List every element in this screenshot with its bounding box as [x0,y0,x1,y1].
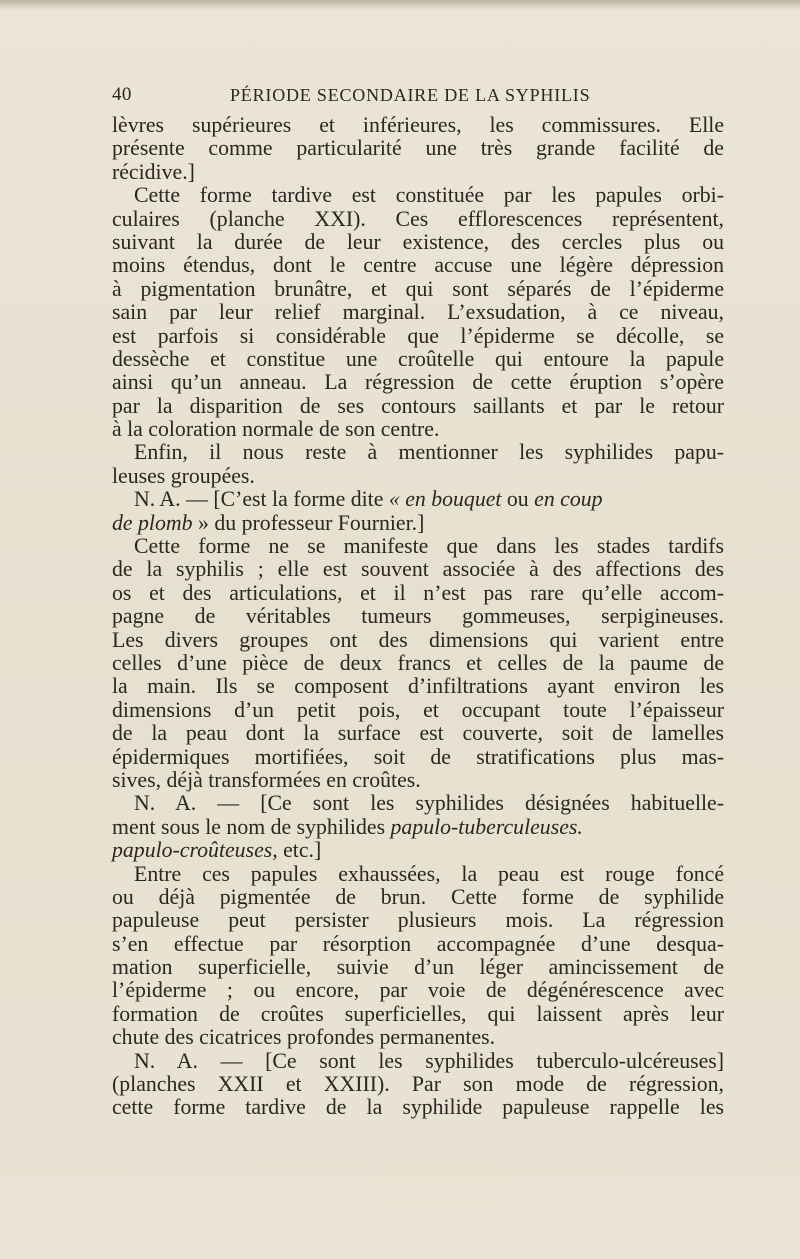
italic-fragment: papulo-croûteuses, [112,838,278,863]
text-fragment: » du professeur Fournier.] [197,510,425,535]
text-line: sives, déjà transformées en croûtes. [112,767,421,792]
text-line: par la disparition de ses contours saillants et par le retour [112,393,724,418]
page-body-text [112,114,724,1120]
text-line: de la peau dont la surface est couverte, soit de lamelles [112,721,724,746]
text-line: suivant la durée de leur existence, des cercles plus ou [112,229,724,254]
running-header [112,80,724,110]
text-line: récidive.] [112,159,195,184]
text-line: Entre ces papules exhaussées, la peau est rouge foncé [134,861,724,886]
text-line: épidermiques mortifiées, soit de stratifications plus mas- [112,744,724,769]
italic-fragment: de plomb [112,510,193,535]
italic-fragment: « en bouquet [388,487,502,512]
text-line [112,816,724,839]
text-line: (planches XXII et XXIII). Par son mode de régression, [112,1072,724,1097]
text-line [112,512,724,535]
text-line: présente comme particularité une très grande facilité de [112,136,724,161]
text-line: de la syphilis ; elle est souvent associée à des affections des [112,557,724,582]
text-line: os et des articulations, et il n’est pas rare qu’elle accom- [112,580,724,605]
text-fragment: ment sous le nom de syphilides [112,814,386,839]
italic-fragment: papulo-tuberculeuses. [390,814,583,839]
text-line: à la coloration normale de son centre. [112,417,440,442]
text-line: Cette forme ne se manifeste que dans les stades tardifs [134,534,724,559]
text-fragment: ou [506,487,529,512]
running-title: PÉRIODE SECONDAIRE DE LA SYPHILIS [230,85,591,105]
text-line: ou déjà pigmentée de brun. Cette forme de syphilide [112,884,724,909]
text-line: pagne de véritables tumeurs gommeuses, serpigineuses. [112,604,724,629]
text-line: dessèche et constitue une croûtelle qui entoure la papule [112,346,724,371]
text-line [112,488,724,511]
page-number: 40 [112,84,132,105]
italic-fragment: en coup [534,487,603,512]
text-line: culaires (planche XXI). Ces efflorescences représentent, [112,206,724,231]
text-line: formation de croûtes superficielles, qui laissent après leur [112,1001,724,1026]
text-line [112,839,724,862]
text-line: lèvres supérieures et inférieures, les commissures. Elle [112,113,724,137]
text-line: Les divers groupes ont des dimensions qui varient entre [112,627,724,652]
text-line: sain par leur relief marginal. L’exsudation, à ce niveau, [112,300,724,325]
page-top-edge [0,0,800,10]
text-line: leuses groupées. [112,463,255,488]
text-fragment: N. A. — [C’est la forme dite [134,487,384,512]
text-line: s’en effectue par résorption accompagnée d’une desqua- [112,931,724,956]
text-line: ainsi qu’un anneau. La régression de cette éruption s’opère [112,370,724,395]
text-line: Cette forme tardive est constituée par les papules orbi- [134,183,724,208]
text-line: papuleuse peut persister plusieurs mois. La régression [112,908,724,933]
text-fragment: etc.] [283,838,322,863]
text-line: N. A. — [Ce sont les syphilides désignées habituelle- [134,791,724,816]
text-line: est parfois si considérable que l’épiderme se décolle, se [112,323,724,348]
text-line: mation superficielle, suivie d’un léger amincissement de [112,955,724,980]
text-line: moins étendus, dont le centre accuse une légère dépression [112,253,724,278]
text-line: Enfin, il nous reste à mentionner les syphilides papu- [134,440,724,465]
text-line: l’épiderme ; ou encore, par voie de dégénérescence avec [112,978,724,1003]
text-line: la main. Ils se composent d’infiltrations ayant environ les [112,674,724,699]
text-line: N. A. — [Ce sont les syphilides tuberculo-ulcéreuses] [134,1048,724,1073]
text-line: chute des cicatrices profondes permanentes. [112,1025,496,1050]
text-line: dimensions d’un petit pois, et occupant toute l’épaisseur [112,697,724,722]
text-line: celles d’une pièce de deux francs et celles de la paume de [112,650,724,675]
text-line: à pigmentation brunâtre, et qui sont séparés de l’épiderme [112,276,724,301]
text-line: cette forme tardive de la syphilide papuleuse rappelle les [112,1095,724,1120]
